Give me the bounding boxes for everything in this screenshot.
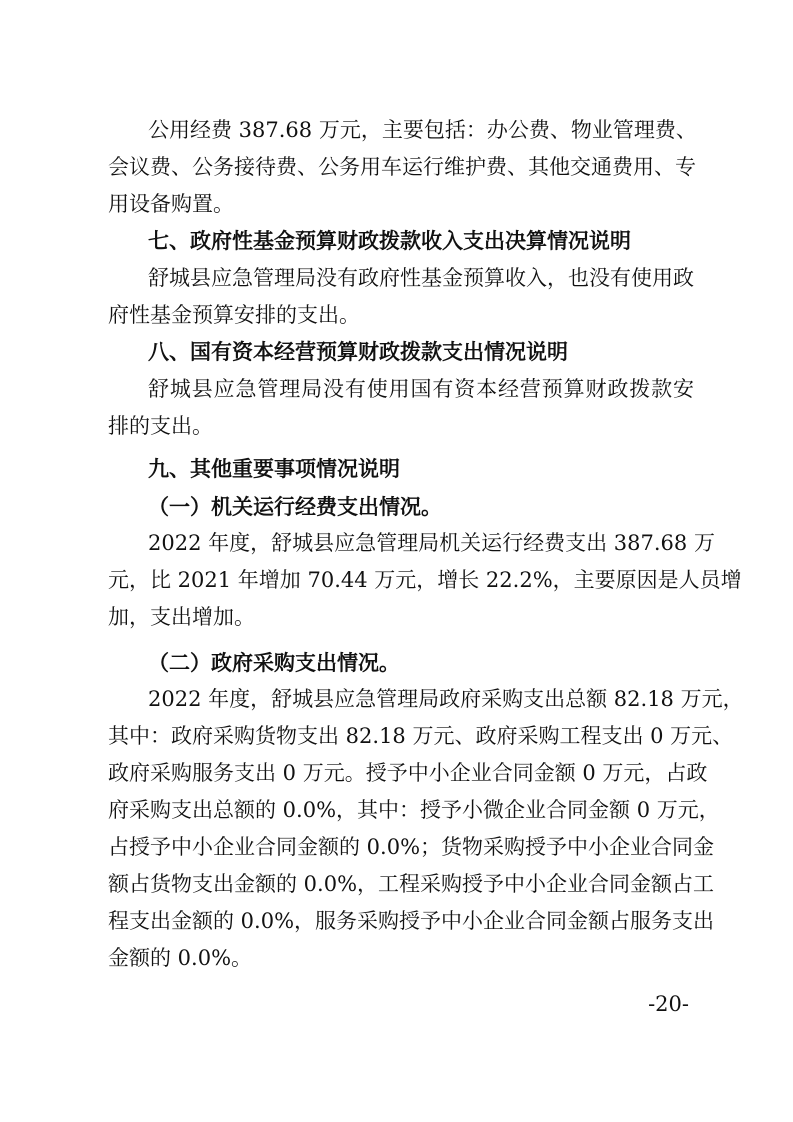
paragraph-line: 舒城县应急管理局没有政府性基金预算收入，也没有使用政 (148, 266, 694, 290)
document-body (108, 112, 744, 977)
page-number: -20- (648, 992, 689, 1016)
spacer (108, 636, 694, 644)
paragraph-line: 府性基金预算安排的支出。 (108, 303, 360, 327)
paragraph-line: 公用经费 387.68 万元，主要包括：办公费、物业管理费、 (148, 118, 697, 142)
paragraph-line: 金额的 0.0%。 (108, 946, 253, 970)
subsection-heading-1: （一）机关运行经费支出情况。 (148, 494, 442, 519)
section-heading-9: 九、其他重要事项情况说明 (148, 457, 400, 481)
paragraph-line: 程支出金额的 0.0%，服务采购授予中小企业合同金额占服务支出 (108, 909, 715, 933)
section-heading-7: 七、政府性基金预算财政拨款收入支出决算情况说明 (148, 229, 631, 253)
section-heading-8: 八、国有资本经营预算财政拨款支出情况说明 (148, 340, 568, 364)
paragraph-line: 元，比 2021 年增加 70.44 万元，增长 22.2%，主要原因是人员增 (108, 568, 742, 592)
paragraph-line: 会议费、公务接待费、公务用车运行维护费、其他交通费用、专 (108, 155, 696, 179)
paragraph-line: 用设备购置。 (108, 192, 234, 216)
subsection-heading-2: （二）政府采购支出情况。 (148, 650, 400, 675)
paragraph-line: 占授予中小企业合同金额的 0.0%；货物采购授予中小企业合同金 (108, 835, 715, 859)
paragraph-line: 舒城县应急管理局没有使用国有资本经营预算财政拨款安 (148, 377, 694, 401)
paragraph-line: 加，支出增加。 (108, 605, 255, 629)
paragraph-line: 排的支出。 (108, 414, 213, 438)
paragraph-line: 额占货物支出金额的 0.0%，工程采购授予中小企业合同金额占工 (108, 872, 715, 896)
paragraph-line: 府采购支出总额的 0.0%，其中：授予小微企业合同金额 0 万元， (108, 798, 720, 822)
paragraph-line: 其中：政府采购货物支出 82.18 万元、政府采购工程支出 0 万元、 (108, 724, 734, 748)
paragraph-line: 2022 年度，舒城县应急管理局政府采购支出总额 82.18 万元， (148, 687, 744, 711)
paragraph-line: 政府采购服务支出 0 万元。授予中小企业合同金额 0 万元，占政 (108, 761, 708, 785)
paragraph-line: 2022 年度，舒城县应急管理局机关运行经费支出 387.68 万 (148, 531, 715, 555)
